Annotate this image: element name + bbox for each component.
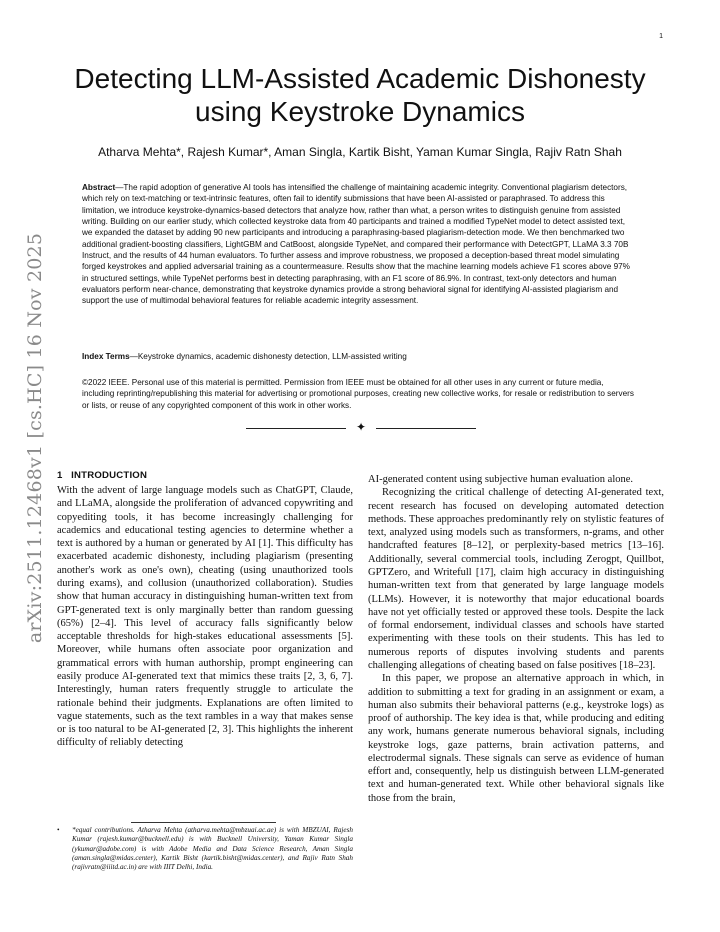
author-list: Atharva Mehta*, Rajesh Kumar*, Aman Singla, Kartik Bisht, Yaman Kumar Singla, Rajiv Ratn Shah <box>98 145 622 159</box>
footnote-bullet: • <box>57 826 60 834</box>
section-title: INTRODUCTION <box>71 470 148 481</box>
section-number: 1 <box>57 470 63 481</box>
index-terms-label: Index Terms <box>82 352 130 361</box>
intro-paragraph-3: In this paper, we propose an alternative approach in which, in addition to submitting a text for grading in an assignment or exam, a human also submits their behavioral patterns (e.g., keystroke logs) as proof of authorship. The key idea is that, while producing and editing any work, humans generate numerous behavioral signals, including keystroke logs, gaze patterns, brain activation patterns, and electrodermal signals. These signals can serve as evidence of human effort and, consequently, help us distinguish between LLM-generated text and human-generated text. While other behavioral signals like those from the brain, <box>368 673 664 804</box>
abstract-text: —The rapid adoption of generative AI tools has intensified the challenge of maintaining academic integrity. Conventional plagiarism detectors, which rely on text-matching or text-intrinsic features, often fail to identify submissions that have been AI-assisted or paraphrased. To address this limitation, we introduce keystroke-dynamics-based detectors that analyze how, rather than what, a person writes to distinguish genuine from assisted writing. Building on our earlier study, which collected keystroke data from 40 participants and trained a modified TypeNet model to detect assisted text, we expanded the dataset by adding 90 new participants and introducing a paraphrasing-based plagiarism-detection mode. We then benchmarked two additional gradient-boosting classifiers, LightGBM and CatBoost, alongside TypeNet, and compared their performance with DetectGPT, LLaMA 3.3 70B Instruct, and the results of 44 human evaluators. To further assess and improve robustness, we proposed a deception-based threat model simulating forged keystrokes and applied adversarial training as a countermeasure. Results show that the machine learning models achieve F1 scores above 97% in structured settings, while TypeNet performs best in detecting paraphrasing, with an F1 score of 86.9%. In contrast, text-only detectors and human evaluators perform near-chance, demonstrating that keystroke dynamics provide a strong behavioral signal for identifying AI-assisted plagiarism and support the use of multimodal behavioral features for reliable academic integrity assessment. <box>82 183 630 306</box>
abstract <box>82 182 636 306</box>
arxiv-stamp-text: arXiv:2511.12468v1 [cs.HC] 16 Nov 2025 <box>24 232 46 644</box>
arxiv-stamp <box>22 232 48 644</box>
author-footnote <box>57 826 353 873</box>
intro-paragraph-2: Recognizing the critical challenge of detecting AI-generated text, recent research has focused on developing automated detection methods. These approaches predominantly rely on stylistic features of text, analyzed using models such as transformers, n-grams, and other handcrafted features [8–12], or perplexity-based metrics [13–16]. Additionally, several commercial tools, including Zerogpt, Quillbot, GPTZero, and Writefull [17], claim high accuracy in distinguishing human-written text from that generated by large language models (LLMs). However, it is noteworthy that major educational boards have not yet officially tested or approved these tools. Despite the lack of formal endorsement, individual classes and schools have started experimenting with these tools on their students. This has led to numerous reports of disputes involving students and parents challenging allegations of cheating based on false positives [18–23]. <box>368 487 664 671</box>
separator-ornament: ✦ <box>355 420 367 434</box>
footnote-rule <box>131 822 276 823</box>
intro-paragraph-continued: AI-generated content using subjective human evaluation alone. <box>368 474 634 485</box>
copyright-notice: ©2022 IEEE. Personal use of this material is permitted. Permission from IEEE must be obtained for all other uses in any current or future media, including reprinting/republishing this material for advertising or promotional purposes, creating new collective works, for resale or redistribution to servers or lists, or reuse of any copyrighted component of this work in other works. <box>82 378 635 410</box>
separator-line-left <box>246 428 346 429</box>
section-separator <box>246 420 476 434</box>
footnote-text: *equal contributions. Atharva Mehta (atharva.mehta@mbzuai.ac.ae) is with MBZUAI, Rajesh Kumar (rajesh.kumar@bucknell.edu) is with Bucknell University, Yaman Kumar Singla (ykumar@adobe.com) is with Adobe Media and Data Science Research, Aman Singla (aman.singla@midas.center), Kartik Bisht (kartik.bisht@midas.center), and Rajiv Ratn Shah (rajivratn@iiitd.ac.in) are with IIIT Delhi, India. <box>72 826 353 872</box>
page-number: 1 <box>659 33 663 40</box>
right-column <box>368 473 664 805</box>
section-heading <box>57 470 353 481</box>
paper-title: Detecting LLM-Assisted Academic Dishonesty using Keystroke Dynamics <box>74 63 646 127</box>
abstract-label: Abstract <box>82 183 116 192</box>
left-column <box>57 470 353 750</box>
index-terms <box>82 351 636 362</box>
intro-paragraph-1: With the advent of large language models such as ChatGPT, Claude, and LLaMA, alongside the proliferation of advanced copywriting and copyediting tools, it has become increasingly challenging for academics and educational testing agencies to determine whether a text is authored by a human or generated by AI [1]. This difficulty has exacerbated academic dishonesty, including plagiarism (presenting another's work as one's own), cheating (using unauthorized tools during exams), and collusion (unauthorized collaboration). Studies show that human accuracy in distinguishing human-written text from GPT-generated text is only marginally better than random guessing (65%) [2–4]. This level of accuracy falls significantly below acceptable thresholds for high-stakes educational assessments [5]. Moreover, while humans often associate poor organization and grammatical errors with human authorship, prompt engineering can easily produce AI-generated text that mimics these traits [2, 3, 6, 7]. Interestingly, human raters frequently struggle to articulate the rationale behind their judgments. Explanations are often limited to vague statements, such as the text rambles in a way that makes sense or is too natural to be AI-generated [2, 3]. This highlights the inherent difficulty of reliably detecting <box>57 485 353 749</box>
separator-line-right <box>376 428 476 429</box>
index-terms-text: —Keystroke dynamics, academic dishonesty detection, LLM-assisted writing <box>129 352 407 361</box>
